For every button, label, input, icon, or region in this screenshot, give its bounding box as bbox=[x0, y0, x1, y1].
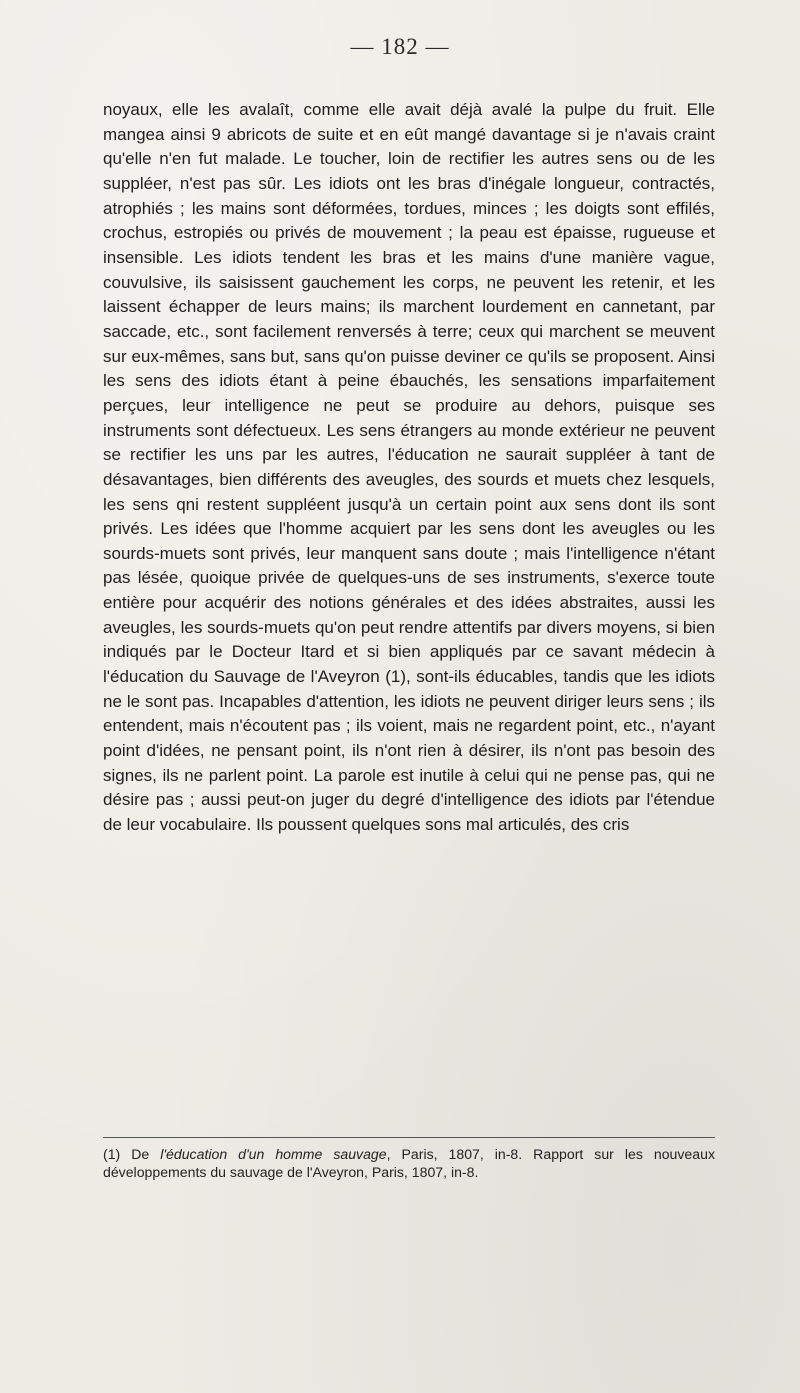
footnote-marker: (1) De bbox=[103, 1146, 161, 1162]
footnote-title: l'éducation d'un homme sauvage bbox=[160, 1146, 387, 1162]
footnote bbox=[103, 1145, 715, 1181]
page-number: — 182 — bbox=[350, 34, 450, 59]
body-paragraph: noyaux, elle les avalaît, comme elle avait déjà avalé la pulpe du fruit. Elle mangea ainsi 9 abricots de suite et en eût mangé davantage si je n'avais craint qu'elle n'en fut malade. Le toucher, loin de rectifier les autres sens ou de les suppléer, n'est pas sûr. Les idiots ont les bras d'inégale longueur, contractés, atrophiés ; les mains sont déformées, tordues, minces ; les doigts sont effilés, crochus, estropiés ou privés de mouvement ; la peau est épaisse, rugueuse et insensible. Les idiots tendent les bras et les mains d'une manière vague, couvulsive, ils saisissent gauchement les corps, ne peuvent les retenir, et les laissent échapper de leurs mains; ils marchent lourdement en cannetant, par saccade, etc., sont facilement renversés à terre; ceux qui marchent se meuvent sur eux-mêmes, sans but, sans qu'on puisse deviner ce qu'ils se proposent. Ainsi les sens des idiots étant à peine ébauchés, les sensations imparfaitement perçues, leur intelligence ne peut se produire au dehors, puisque ses instruments sont défectueux. Les sens étrangers au monde extérieur ne peuvent se rectifier les uns par les autres, l'éducation ne saurait suppléer à tant de désavantages, bien différents des aveugles, des sourds et muets chez lesquels, les sens qni restent suppléent jusqu'à un certain point aux sens dont ils sont privés. Les idées que l'homme acquiert par les sens dont les aveugles ou les sourds-muets sont privés, leur manquent sans doute ; mais l'intelligence n'étant pas lésée, quoique privée de quelques-uns de ses instruments, s'exerce toute entière pour acquérir des notions générales et des idées abstraites, aussi les aveugles, les sourds-muets qu'on peut rendre attentifs par divers moyens, si bien indiqués par le Docteur Itard et si bien appliqués par ce savant médecin à l'éducation du Sauvage de l'Aveyron (1), sont-ils éducables, tandis que les idiots ne le sont pas. Incapables d'attention, les idiots ne peuvent diriger leurs sens ; ils entendent, mais n'écoutent pas ; ils voient, mais ne regardent point, etc., n'ayant point d'idées, ne pensant point, ils n'ont rien à désirer, ils n'ont pas besoin des signes, ils ne parlent point. La parole est inutile à celui qui ne pense pas, qui ne désire pas ; aussi peut-on juger du degré d'intelligence des idiots par l'étendue de leur vocabulaire. Ils poussent quelques sons mal articulés, des cris bbox=[103, 100, 715, 835]
footnote-details: , Paris, 1807, in-8. Rapport sur les nouveaux développements du sauvage de l'Aveyron, Paris, 1807, in-8. bbox=[103, 1146, 715, 1180]
footnote-divider bbox=[103, 1137, 715, 1138]
